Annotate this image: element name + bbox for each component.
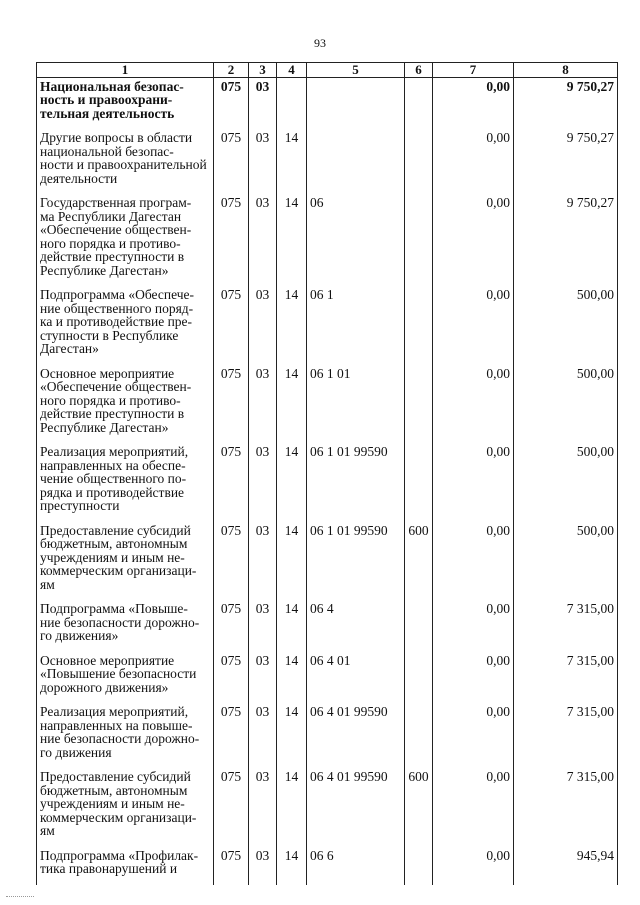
column-header-7: 7 — [433, 63, 514, 78]
cell-col-3: 03 — [249, 77, 277, 129]
cell-col-5: 06 6 — [307, 847, 405, 885]
cell-col-6 — [405, 703, 433, 768]
row-name: Подпрограмма «Профилак- тика правонарушений и — [37, 847, 214, 885]
cell-col-5: 06 4 — [307, 600, 405, 652]
page-number: 93 — [314, 36, 326, 50]
cell-col-4: 14 — [277, 365, 307, 444]
cell-col-2: 075 — [214, 194, 249, 286]
cell-col-6: 600 — [405, 522, 433, 601]
row-name: Национальная безопас- ность и правоохрани- тельная деятельность — [37, 77, 214, 129]
column-header-5: 5 — [307, 63, 405, 78]
cell-col-4: 14 — [277, 129, 307, 194]
cell-col-7: 0,00 — [433, 443, 514, 522]
row-name: Государственная програм- ма Республики Дагестан «Обеспечение обществен- ного порядка и противо- действие преступности в Республике Дагестан» — [37, 194, 214, 286]
table-row — [37, 600, 618, 652]
cell-col-7: 0,00 — [433, 847, 514, 885]
row-name: Основное мероприятие «Повышение безопасности дорожного движения» — [37, 652, 214, 704]
cell-col-6 — [405, 365, 433, 444]
cell-col-2: 075 — [214, 600, 249, 652]
cell-col-8: 945,94 — [514, 847, 618, 885]
cell-col-5 — [307, 129, 405, 194]
cell-col-8: 500,00 — [514, 286, 618, 365]
table-row — [37, 522, 618, 601]
cell-col-7: 0,00 — [433, 768, 514, 847]
header-row — [37, 63, 618, 78]
cell-col-7: 0,00 — [433, 600, 514, 652]
cell-col-5: 06 1 01 99590 — [307, 443, 405, 522]
cell-col-8: 7 315,00 — [514, 768, 618, 847]
cell-col-8: 9 750,27 — [514, 194, 618, 286]
cell-col-3: 03 — [249, 652, 277, 704]
cell-col-5: 06 1 01 99590 — [307, 522, 405, 601]
table-body — [37, 77, 618, 885]
table-row — [37, 768, 618, 847]
column-header-4: 4 — [277, 63, 307, 78]
cell-col-8: 500,00 — [514, 365, 618, 444]
cell-col-6 — [405, 194, 433, 286]
cell-col-5 — [307, 77, 405, 129]
cell-col-8: 9 750,27 — [514, 129, 618, 194]
row-name: Основное мероприятие «Обеспечение обществен- ного порядка и противо- действие преступности в Республике Дагестан» — [37, 365, 214, 444]
cell-col-3: 03 — [249, 600, 277, 652]
cell-col-7: 0,00 — [433, 77, 514, 129]
cell-col-8: 7 315,00 — [514, 600, 618, 652]
row-name: Реализация мероприятий, направленных на обеспе- чение общественного по- рядка и противодействие преступности — [37, 443, 214, 522]
cell-col-4: 14 — [277, 600, 307, 652]
cell-col-4 — [277, 77, 307, 129]
scan-artifact — [6, 896, 34, 897]
cell-col-3: 03 — [249, 768, 277, 847]
cell-col-3: 03 — [249, 443, 277, 522]
cell-col-4: 14 — [277, 522, 307, 601]
cell-col-5: 06 4 01 99590 — [307, 703, 405, 768]
cell-col-7: 0,00 — [433, 286, 514, 365]
cell-col-3: 03 — [249, 194, 277, 286]
cell-col-2: 075 — [214, 703, 249, 768]
column-header-1: 1 — [37, 63, 214, 78]
cell-col-3: 03 — [249, 286, 277, 365]
cell-col-5: 06 1 — [307, 286, 405, 365]
cell-col-2: 075 — [214, 365, 249, 444]
column-header-3: 3 — [249, 63, 277, 78]
row-name: Подпрограмма «Обеспече- ние общественного поряд- ка и противодействие пре- ступности в Республике Дагестан» — [37, 286, 214, 365]
cell-col-6 — [405, 77, 433, 129]
cell-col-2: 075 — [214, 652, 249, 704]
cell-col-2: 075 — [214, 443, 249, 522]
row-name: Подпрограмма «Повыше- ние безопасности дорожно- го движения» — [37, 600, 214, 652]
cell-col-2: 075 — [214, 129, 249, 194]
table-row — [37, 652, 618, 704]
cell-col-2: 075 — [214, 768, 249, 847]
cell-col-5: 06 4 01 — [307, 652, 405, 704]
row-name: Другие вопросы в области национальной безопас- ности и правоохранительной деятельности — [37, 129, 214, 194]
cell-col-6 — [405, 129, 433, 194]
cell-col-4: 14 — [277, 286, 307, 365]
cell-col-4: 14 — [277, 194, 307, 286]
row-name: Предоставление субсидий бюджетным, автономным учреждениям и иным не- коммерческим организаци- ям — [37, 768, 214, 847]
column-header-2: 2 — [214, 63, 249, 78]
table-row — [37, 847, 618, 885]
cell-col-3: 03 — [249, 129, 277, 194]
table-row — [37, 443, 618, 522]
column-header-6: 6 — [405, 63, 433, 78]
cell-col-5: 06 4 01 99590 — [307, 768, 405, 847]
cell-col-7: 0,00 — [433, 522, 514, 601]
cell-col-3: 03 — [249, 522, 277, 601]
cell-col-7: 0,00 — [433, 652, 514, 704]
cell-col-2: 075 — [214, 286, 249, 365]
row-name: Реализация мероприятий, направленных на повыше- ние безопасности дорожно- го движения — [37, 703, 214, 768]
cell-col-5: 06 1 01 — [307, 365, 405, 444]
row-name: Предоставление субсидий бюджетным, автономным учреждениям и иным не- коммерческим организаци- ям — [37, 522, 214, 601]
cell-col-4: 14 — [277, 652, 307, 704]
cell-col-7: 0,00 — [433, 365, 514, 444]
cell-col-6 — [405, 443, 433, 522]
table-row — [37, 129, 618, 194]
cell-col-6 — [405, 847, 433, 885]
cell-col-4: 14 — [277, 768, 307, 847]
cell-col-7: 0,00 — [433, 129, 514, 194]
cell-col-5: 06 — [307, 194, 405, 286]
table-row — [37, 286, 618, 365]
table-header — [37, 63, 618, 78]
cell-col-4: 14 — [277, 847, 307, 885]
cell-col-3: 03 — [249, 703, 277, 768]
budget-table — [36, 62, 618, 885]
cell-col-2: 075 — [214, 77, 249, 129]
cell-col-4: 14 — [277, 703, 307, 768]
cell-col-6: 600 — [405, 768, 433, 847]
table-row — [37, 365, 618, 444]
column-header-8: 8 — [514, 63, 618, 78]
cell-col-3: 03 — [249, 365, 277, 444]
cell-col-6 — [405, 652, 433, 704]
cell-col-3: 03 — [249, 847, 277, 885]
table-row — [37, 77, 618, 129]
cell-col-2: 075 — [214, 522, 249, 601]
cell-col-7: 0,00 — [433, 194, 514, 286]
cell-col-2: 075 — [214, 847, 249, 885]
cell-col-8: 7 315,00 — [514, 703, 618, 768]
table-row — [37, 194, 618, 286]
cell-col-8: 9 750,27 — [514, 77, 618, 129]
table-row — [37, 703, 618, 768]
cell-col-6 — [405, 600, 433, 652]
cell-col-6 — [405, 286, 433, 365]
cell-col-8: 7 315,00 — [514, 652, 618, 704]
cell-col-7: 0,00 — [433, 703, 514, 768]
cell-col-8: 500,00 — [514, 443, 618, 522]
cell-col-8: 500,00 — [514, 522, 618, 601]
cell-col-4: 14 — [277, 443, 307, 522]
